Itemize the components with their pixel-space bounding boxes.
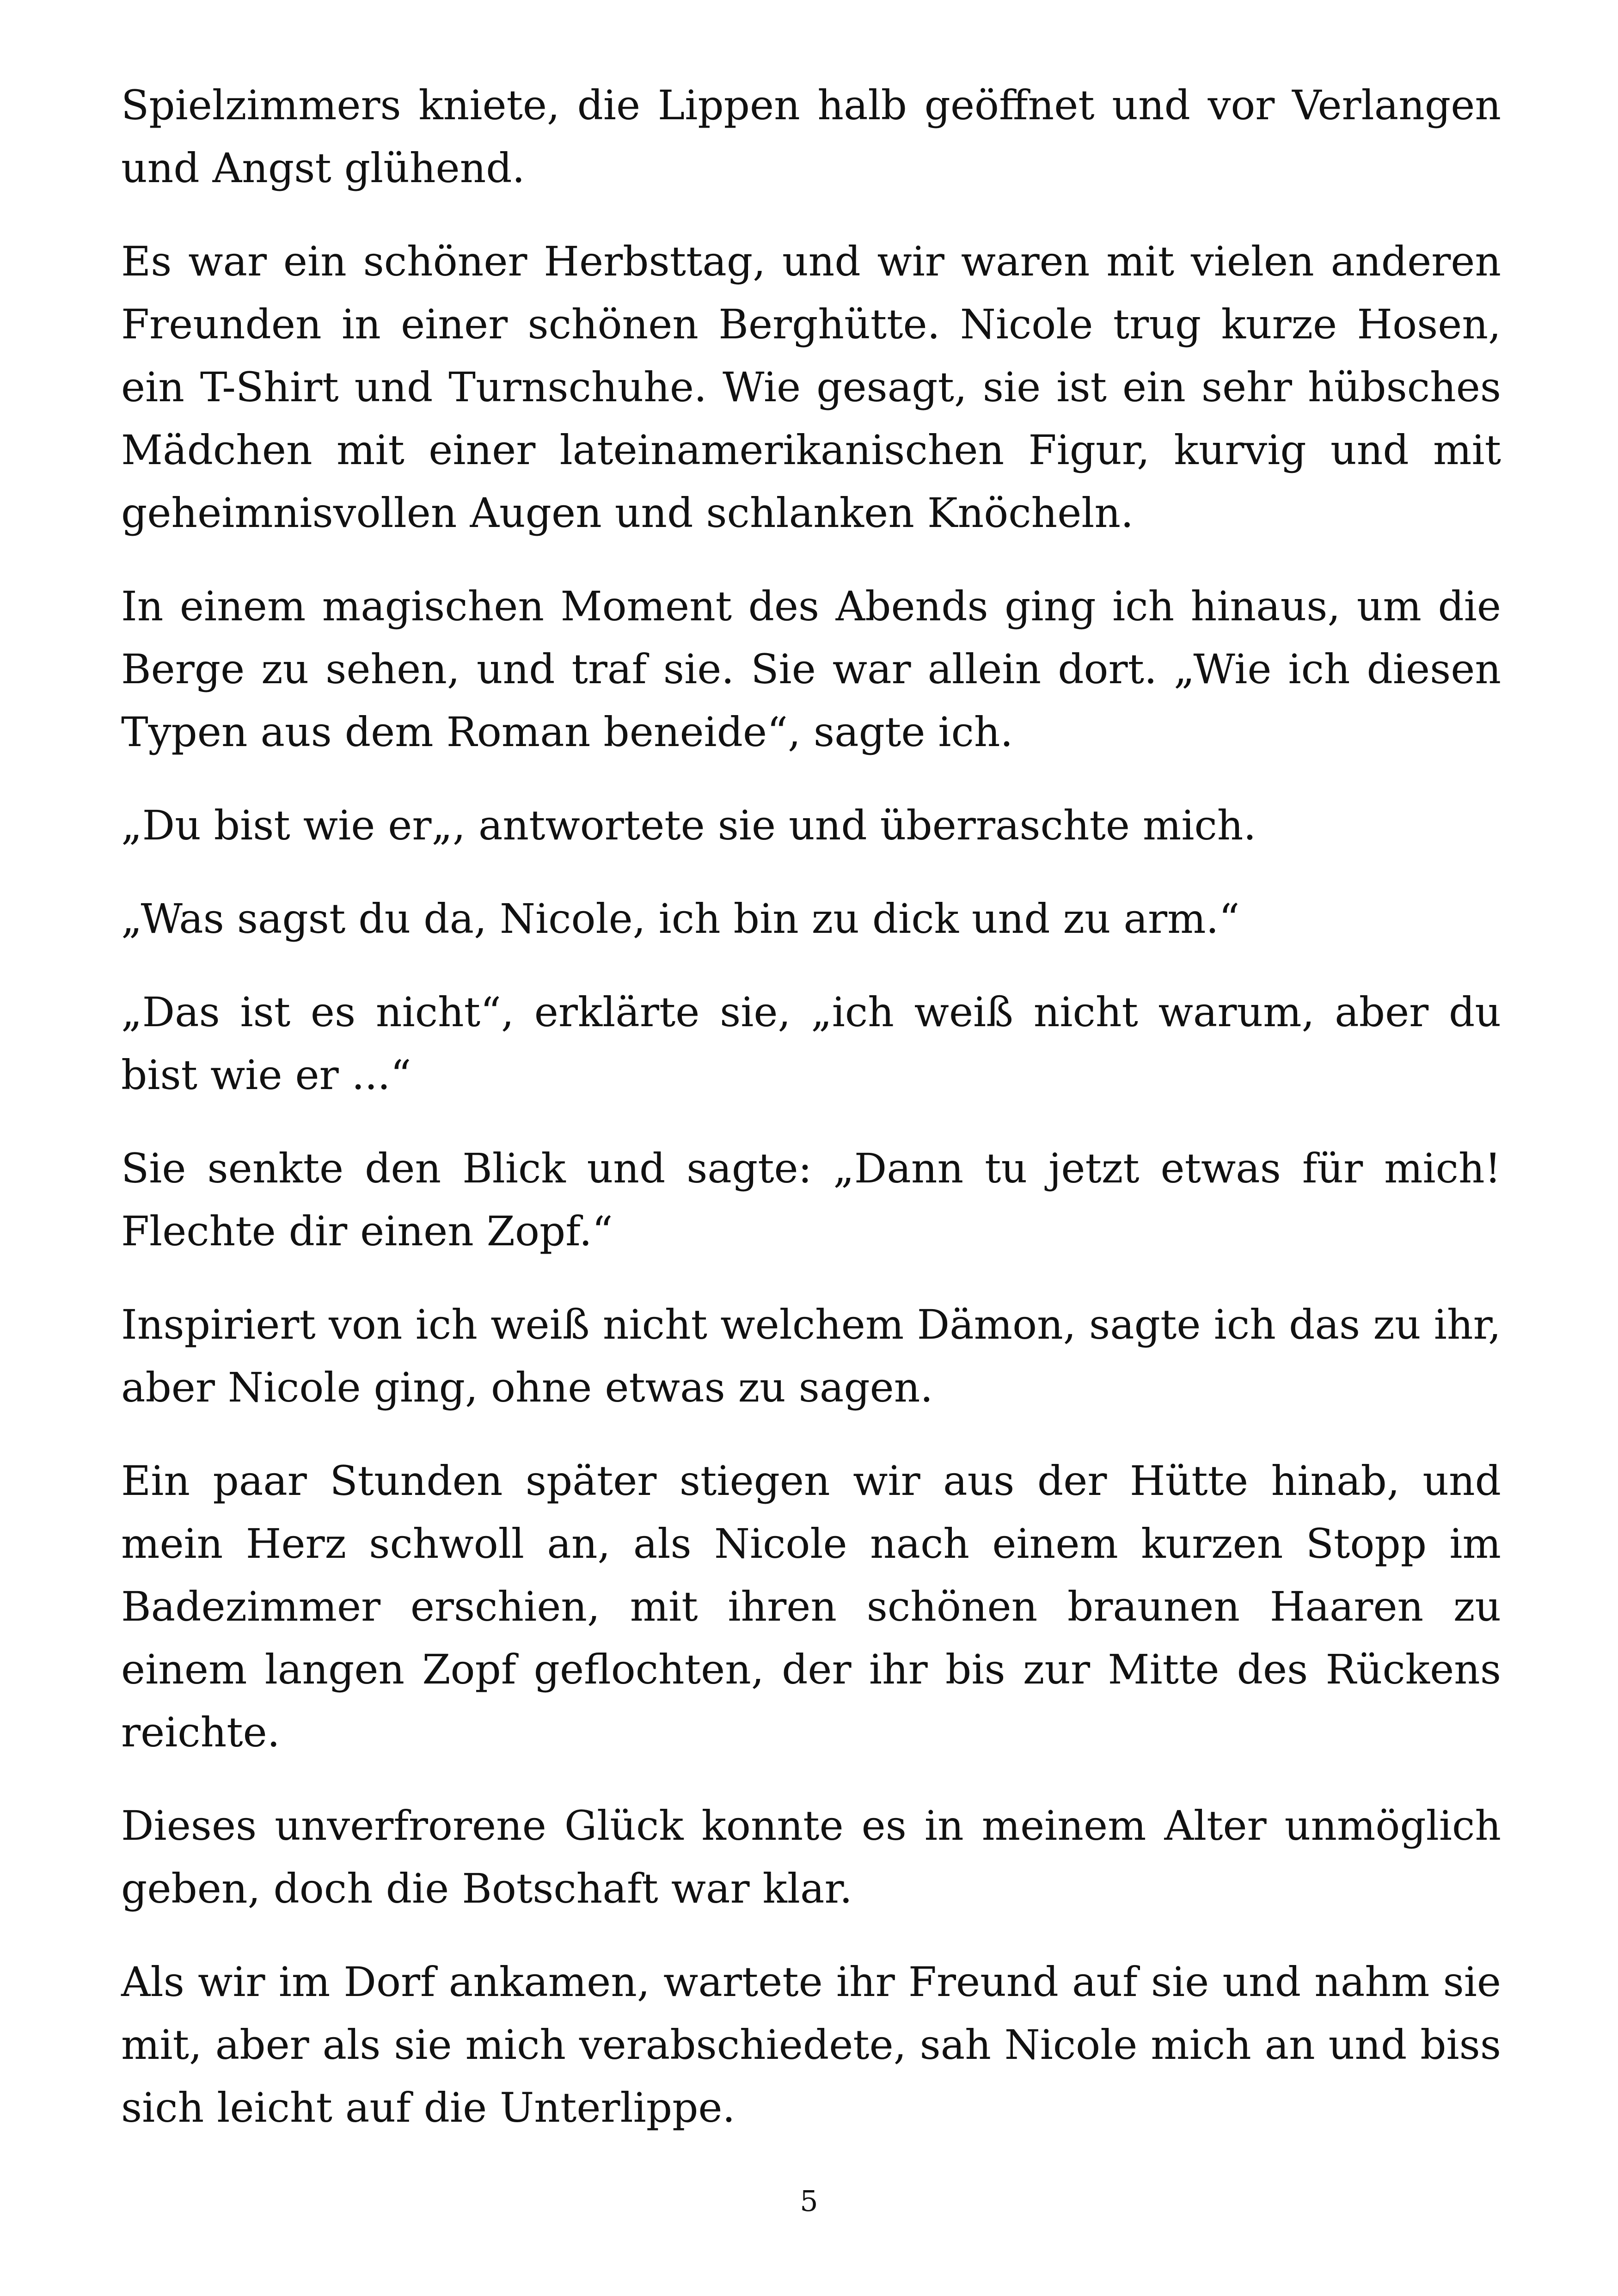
paragraph-10: Dieses unverfrorene Glück konnte es in meinem Alter unmöglich geben, doch die Botschaft war klar. [121, 1802, 1501, 1912]
paragraph-1: Spielzimmers kniete, die Lippen halb geöffnet und vor Verlangen und Angst glühend. [121, 81, 1501, 192]
paragraph-8: Inspiriert von ich weiß nicht welchem Dämon, sagte ich das zu ihr, aber Nicole ging, ohne etwas zu sagen. [121, 1301, 1501, 1411]
paragraph-7: Sie senkte den Blick und sagte: „Dann tu jetzt etwas für mich! Flechte dir einen Zopf.“ [121, 1145, 1501, 1255]
paragraph-11: Als wir im Dorf ankamen, wartete ihr Freund auf sie und nahm sie mit, aber als sie mich verabschiedete, sah Nicole mich an und biss sich leicht auf die Unterlippe. [121, 1958, 1501, 2131]
paragraph-2: Es war ein schöner Herbsttag, und wir waren mit vielen anderen Freunden in einer schönen Berghütte. Nicole trug kurze Hosen, ein T-Shirt und Turnschuhe. Wie gesagt, sie ist ein sehr hübsches Mädchen mit einer lateinamerikanischen Figur, kurvig und mit geheimnisvollen Augen und schlanken Knöcheln. [121, 238, 1501, 537]
body-text [121, 74, 1501, 2170]
paragraph-4: „Du bist wie er„, antwortete sie und überraschte mich. [121, 802, 1256, 849]
page-number: 5 [800, 2184, 818, 2218]
paragraph-5: „Was sagst du da, Nicole, ich bin zu dick und zu arm.“ [121, 895, 1240, 943]
paragraph-6: „Das ist es nicht“, erklärte sie, „ich weiß nicht warum, aber du bist wie er ...“ [121, 988, 1501, 1099]
paragraph-9: Ein paar Stunden später stiegen wir aus der Hütte hinab, und mein Herz schwoll an, als Nicole nach einem kurzen Stopp im Badezimmer erschien, mit ihren schönen braunen Haaren zu einem langen Zopf geflochten, der ihr bis zur Mitte des Rückens reichte. [121, 1457, 1501, 1756]
paragraph-3: In einem magischen Moment des Abends ging ich hinaus, um die Berge zu sehen, und traf sie. Sie war allein dort. „Wie ich diesen Typen aus dem Roman beneide“, sagte ich. [121, 582, 1501, 756]
